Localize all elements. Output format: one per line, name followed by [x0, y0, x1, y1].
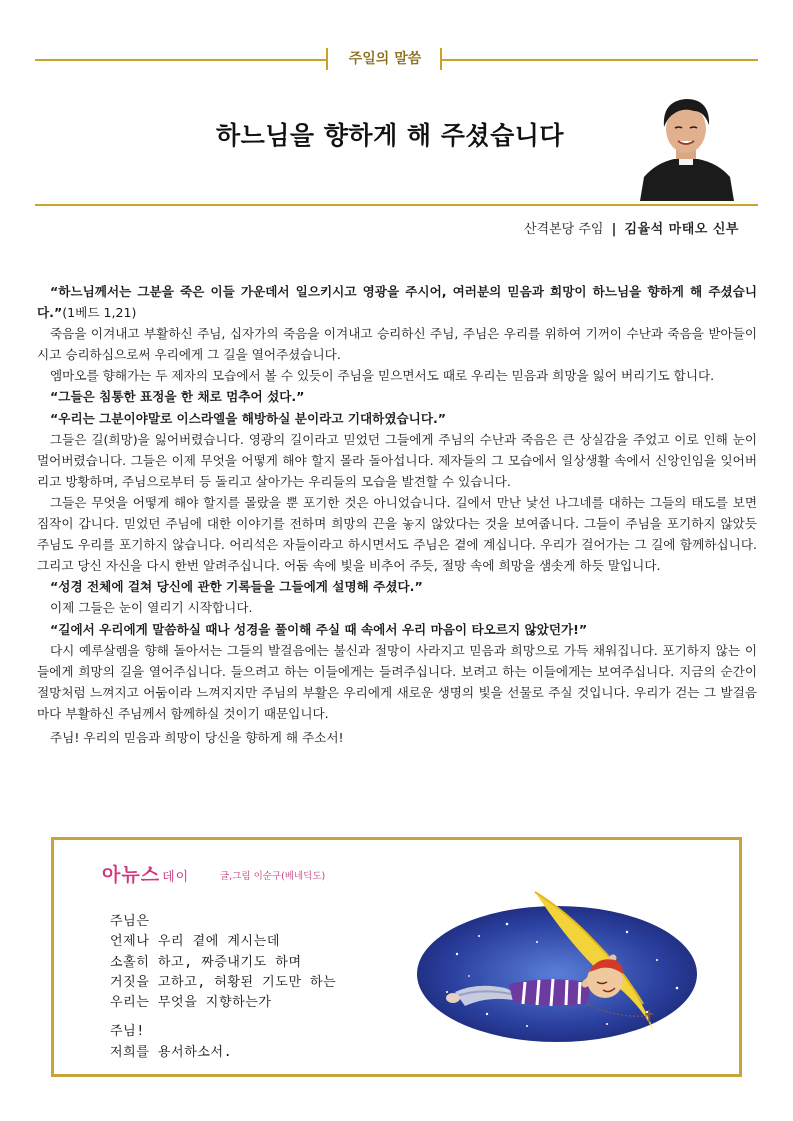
- comic-box: [51, 837, 742, 1077]
- poem-line: 우리는 무엇을 지향하는가: [110, 995, 272, 1011]
- moon-illustration-icon: [417, 884, 707, 1052]
- scripture-quote: “그들은 침통한 표정을 한 채로 멈추어 섰다.”: [50, 389, 305, 405]
- priest-portrait-icon: [634, 85, 738, 201]
- quote-text: “하느님께서는 그분을 죽은 이들 가운데서 일으키시고 영광을 주시어, 여러분의 믿음과 희망이 하느님을 향하게 해 주셨습니다.”: [37, 284, 757, 321]
- brand-small: 데이: [162, 870, 190, 885]
- byline-separator: |: [611, 222, 617, 237]
- scripture-quote: “우리는 그분이야말로 이스라엘을 해방하실 분이라고 기대하였습니다.”: [50, 410, 447, 426]
- poem-line: 주님!: [110, 1024, 145, 1040]
- header-rule-right: [442, 59, 758, 61]
- scripture-quote: “길에서 우리에게 말씀하실 때나 성경을 풀이해 주실 때 속에서 우리 마음이 타오르지 않았던가!”: [50, 621, 588, 637]
- scripture-quote: “성경 전체에 걸쳐 당신에 관한 기록들을 그들에게 설명해 주셨다.”: [50, 579, 423, 595]
- comic-credit: 글,그림 이순구(베네딕도): [220, 871, 326, 882]
- poem-line: 언제나 우리 곁에 계시는데: [110, 934, 281, 950]
- comic-brand: [102, 860, 189, 887]
- author-name: 김율석 마태오 신부: [624, 222, 739, 237]
- scripture-reference: (1베드 1,21): [62, 305, 137, 321]
- comic-poem: [110, 912, 336, 1063]
- scripture-quote: [37, 281, 757, 323]
- author-role: 산격본당 주임: [523, 222, 604, 237]
- page-title: 하느님을 향하게 해 주셨습니다: [215, 121, 565, 150]
- poem-line: 소홀히 하고, 짜증내기도 하며: [110, 954, 302, 970]
- section-label: 주일의 말씀: [348, 51, 422, 67]
- brand-main: 아뉴스: [102, 864, 161, 886]
- header-bottom-rule: [35, 204, 758, 206]
- poem-line: 거짓을 고하고, 허황된 기도만 하는: [110, 974, 337, 990]
- poem-line: 저희를 용서하소서.: [110, 1044, 233, 1060]
- paragraph: 엠마오를 향해가는 두 제자의 모습에서 볼 수 있듯이 주님을 믿으면서도 때로 우리는 믿음과 희망을 잃어 버리기도 합니다.: [50, 368, 715, 384]
- closing-prayer: 주님! 우리의 믿음과 희망이 당신을 향하게 해 주소서!: [50, 729, 344, 745]
- paragraph: 그들은 무엇을 어떻게 해야 할지를 몰랐을 뿐 포기한 것은 아니었습니다. 길에서 만난 낯선 나그네를 대하는 그들의 태도를 보면 짐작이 갑니다. 믿었던 주님에 대한 이야기를 전하며 희망의 끈을 놓지 않았다는 것을 보여줍니다. 그들이 주님을 포기하지 않았듯 주님도 우리를 포기하지 않습니다. 어리석은 자들이라고 하시면서도 주님은 곁에 계십니다. 우리가 걸어가는 그 길에 함께하십니다. 그리고 당신 자신을 다시 한번 알려주십니다. 어둠 속에 빛을 비추어 주듯, 절망 속에 희망을 샘솟게 하듯 말입니다.: [37, 494, 757, 574]
- header-rule-left: [35, 59, 326, 61]
- paragraph: 다시 예루살렘을 향해 돌아서는 그들의 발걸음에는 불신과 절망이 사라지고 믿음과 희망으로 가득 채워집니다. 포기하지 않는 이들에게 희망의 길을 열어주십니다. 들으려고 하는 이들에게는 들려주십니다. 보려고 하는 이들에게는 보여주십니다. 지금의 순간이 절망처럼 느껴지고 어둠이라 느껴지지만 주님의 부활은 우리에게 새로운 생명의 빛을 선물로 주실 것입니다. 우리가 걷는 그 발걸음마다 부활하신 주님께서 함께하실 것이기 때문입니다.: [37, 642, 757, 721]
- author-photo: [634, 85, 738, 201]
- byline: [524, 218, 739, 237]
- poem-line: 주님은: [110, 914, 150, 929]
- paragraph: 이제 그들은 눈이 열리기 시작합니다.: [50, 600, 253, 616]
- paragraph: 죽음을 이겨내고 부활하신 주님, 십자가의 죽음을 이겨내고 승리하신 주님, 주님은 우리를 위하여 기꺼이 수난과 죽음을 받아들이시고 승리하심으로써 우리에게 그 길을 열어주셨습니다.: [37, 326, 757, 363]
- paragraph: 그들은 길(희망)을 잃어버렸습니다. 영광의 길이라고 믿었던 그들에게 주님의 수난과 죽음은 큰 상실감을 주었고 이로 인해 눈이 멀어버렸습니다. 그들은 이제 무엇을 어떻게 해야 할지 몰라 돌아섭니다. 제자들의 그 모습에서 일상생활 속에서 신앙인임을 잊어버리고 방황하며, 주님으로부터 등 돌리고 살아가는 우리들의 모습을 발견할 수 있습니다.: [37, 431, 757, 489]
- article-body: [37, 281, 757, 748]
